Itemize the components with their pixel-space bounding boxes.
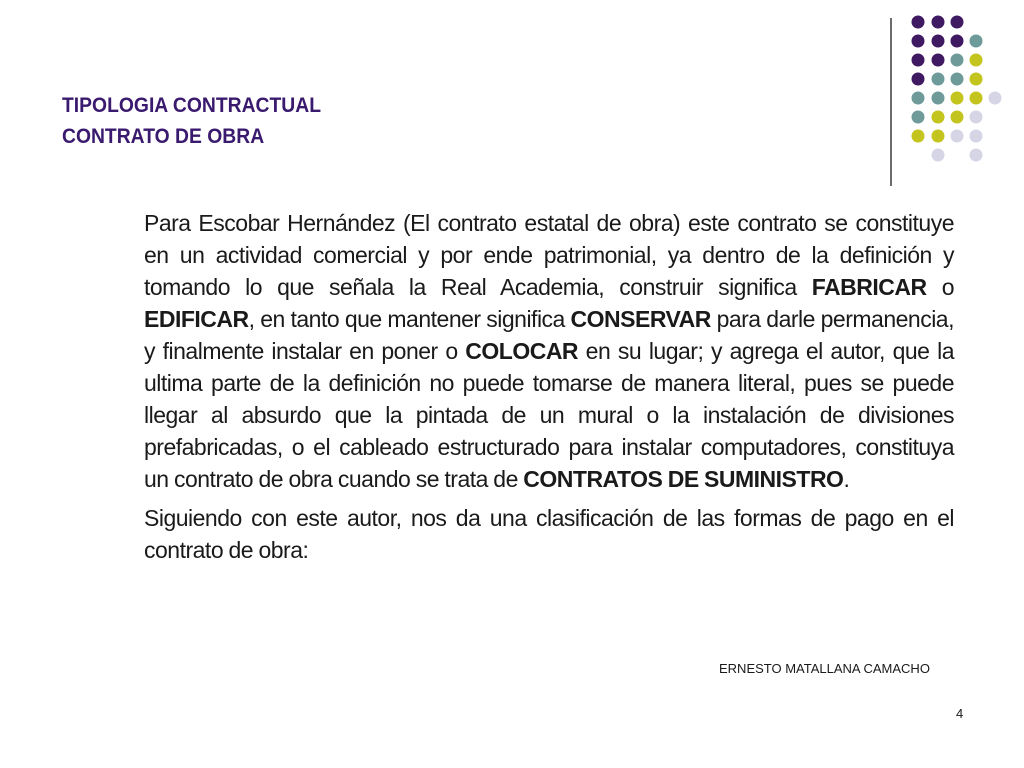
text-run: , en tanto que mantener significa [248,306,571,332]
dot [970,35,983,48]
text-run: en su lugar; y agrega el autor, que la ultima parte de la definición no puede tomarse de manera literal, pues se puede llegar al absurdo que la pintada de un mural o la instalación de divisiones prefabricadas, o el cableado estructurado para instalar computadores, constituya un contrato de obra cuando se trata de [144,338,954,492]
dot [951,130,964,143]
dot [951,92,964,105]
emphasis-conservar: CONSERVAR [570,306,711,332]
emphasis-fabricar: FABRICAR [811,274,927,300]
dot [932,111,945,124]
dot [932,73,945,86]
text-run: para darle permanencia, y finalmente instalar en poner o [144,306,954,364]
text-run: Para Escobar Hernández (El contrato estatal de obra) este contrato se constituye en un actividad comercial y por ende patrimonial, ya dentro de la definición y tomando lo que señala la Real Academia, construir significa [144,210,954,300]
dot [970,54,983,67]
dot [932,130,945,143]
dot [951,111,964,124]
dot [989,92,1002,105]
dot [912,54,925,67]
dot [912,73,925,86]
emphasis-edificar: EDIFICAR [144,306,249,332]
author-credit: ERNESTO MATALLANA CAMACHO [719,661,930,676]
dot [970,73,983,86]
dot [932,54,945,67]
dot [912,35,925,48]
dot [951,35,964,48]
dot [932,149,945,162]
dot [912,111,925,124]
text-run: o [926,274,954,300]
dot [970,130,983,143]
dot [970,92,983,105]
slide-title [62,90,321,152]
emphasis-contratos-de-suministro: CONTRATOS DE SUMINISTRO [523,466,844,492]
body-paragraph-2: Siguiendo con este autor, nos da una clasificación de las formas de pago en el contrato de obra: [144,505,954,563]
title-line-1: TIPOLOGIA CONTRACTUAL [62,94,322,117]
dot [912,16,925,29]
vertical-divider [890,18,892,186]
dot [912,92,925,105]
dot [932,16,945,29]
page-number: 4 [956,706,964,721]
dot [912,130,925,143]
decorative-dot-grid [900,12,1010,172]
dot [932,35,945,48]
dot [970,149,983,162]
dot [970,111,983,124]
title-line-2: CONTRATO DE OBRA [62,125,265,148]
dot [951,73,964,86]
dot [951,54,964,67]
dot [932,92,945,105]
text-run: . [843,466,850,492]
slide-body [144,207,954,573]
dot [951,16,964,29]
emphasis-colocar: COLOCAR [465,338,579,364]
body-paragraph-1 [144,207,954,495]
